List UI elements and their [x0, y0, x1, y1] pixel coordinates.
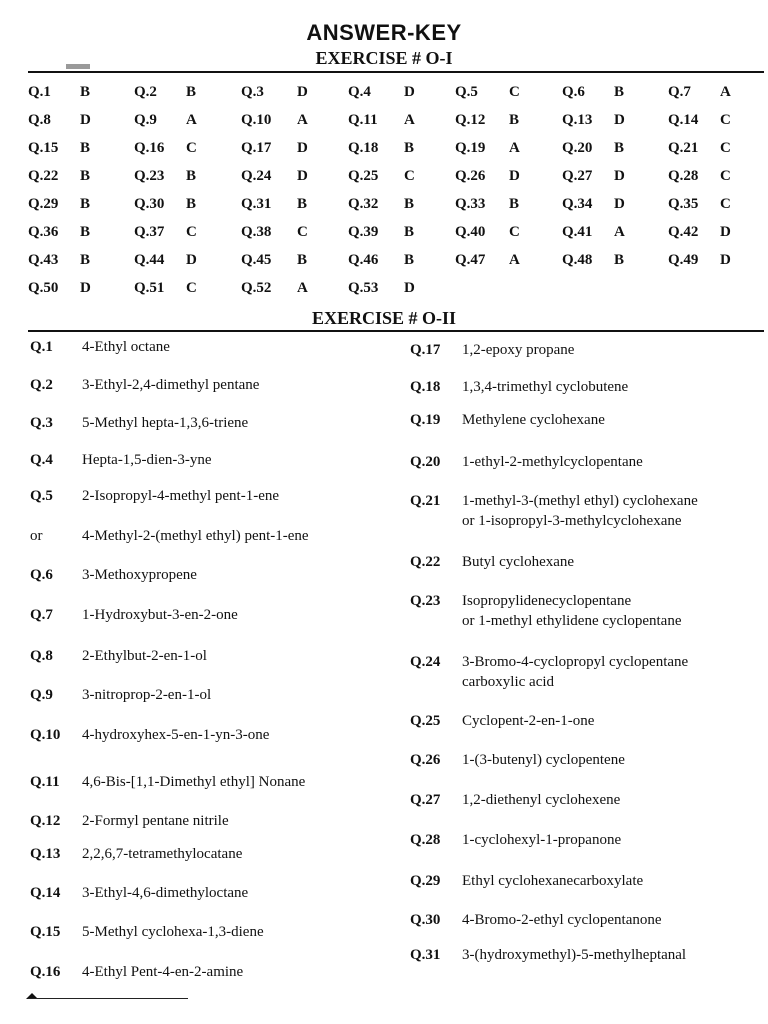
answer-row: [28, 140, 764, 168]
answer-line: 3-Methoxypropene: [82, 567, 197, 583]
answer-text: [82, 605, 238, 625]
question-number: Q.46: [348, 252, 379, 268]
question-number: Q.42: [668, 224, 699, 240]
answer-cell: [28, 196, 90, 213]
answer-letter: C: [720, 168, 731, 184]
answer-letter: C: [404, 168, 415, 184]
answer-line: Butyl cyclohexane: [462, 554, 575, 570]
answer-cell: [455, 140, 520, 157]
answer-letter: B: [404, 252, 415, 268]
question-number: Q.38: [241, 224, 272, 240]
question-number: Q.26: [410, 752, 441, 768]
question-number: Q.8: [30, 648, 53, 664]
answer-cell: [668, 84, 731, 101]
answer-row: [28, 252, 764, 280]
question-number: Q.28: [410, 832, 441, 848]
question-number: Q.30: [134, 196, 165, 212]
answer-line: or 1-isopropyl-3-methylcyclohexane: [462, 513, 682, 529]
answer-letter: B: [80, 140, 91, 156]
answer-row: [28, 280, 764, 308]
answer-text: [82, 883, 248, 903]
question-number: Q.23: [410, 593, 441, 609]
answer-line: 4-Methyl-2-(methyl ethyl) pent-1-ene: [82, 528, 309, 544]
question-number: Q.7: [668, 84, 691, 100]
answer-text: [462, 910, 662, 930]
answer-line: 1,2-epoxy propane: [462, 342, 575, 358]
answer-cell: [134, 196, 196, 213]
answer-cell: [348, 140, 414, 157]
answer-letter: A: [297, 280, 308, 296]
answer-letter: B: [186, 84, 197, 100]
question-number: Q.5: [30, 488, 53, 504]
answer-text: [462, 711, 594, 731]
answer-letter: C: [509, 224, 520, 240]
answer-row: [28, 224, 764, 252]
question-number: Q.51: [134, 280, 165, 296]
question-number: Q.41: [562, 224, 593, 240]
answer-cell: [241, 112, 308, 129]
answer-cell: [241, 168, 308, 185]
answer-letter: B: [80, 196, 91, 212]
answer-text: [462, 830, 621, 850]
answer-line: 4-Ethyl Pent-4-en-2-amine: [82, 964, 244, 980]
answer-cell: [241, 84, 308, 101]
question-number: Q.52: [241, 280, 272, 296]
answer-text: [462, 790, 620, 810]
question-number: Q.21: [410, 493, 441, 509]
answer-text: [462, 591, 682, 631]
question-number: Q.10: [30, 727, 61, 743]
answer-text: [462, 340, 574, 360]
question-number: Q.8: [28, 112, 51, 128]
question-number: Q.1: [28, 84, 51, 100]
answer-cell: [134, 140, 197, 157]
answer-text: [462, 652, 688, 692]
question-number: Q.23: [134, 168, 165, 184]
question-number: Q.15: [30, 924, 61, 940]
answer-cell: [134, 252, 197, 269]
answer-line: 3-nitroprop-2-en-1-ol: [82, 687, 212, 703]
answer-line: Ethyl cyclohexanecarboxylate: [462, 873, 644, 889]
answer-cell: [28, 140, 90, 157]
question-number: Q.44: [134, 252, 165, 268]
answer-cell: [668, 224, 731, 241]
question-number: Q.48: [562, 252, 593, 268]
answer-letter: B: [509, 196, 520, 212]
question-number: Q.32: [348, 196, 379, 212]
answer-letter: D: [297, 140, 308, 156]
question-number: Q.43: [28, 252, 59, 268]
answer-cell: [668, 168, 731, 185]
answer-cell: [562, 140, 624, 157]
question-number: Q.47: [455, 252, 486, 268]
answer-letter: C: [720, 140, 731, 156]
question-number: Q.11: [348, 112, 378, 128]
answer-text: [82, 486, 279, 506]
answer-letter: D: [614, 168, 625, 184]
answer-cell: [562, 168, 625, 185]
answer-cell: [668, 140, 731, 157]
question-number: Q.17: [241, 140, 272, 156]
answer-letter: A: [720, 84, 731, 100]
answer-text: [462, 377, 628, 397]
question-number: Q.50: [28, 280, 59, 296]
answer-text: [82, 725, 269, 745]
answer-letter: B: [297, 252, 308, 268]
answer-letter: A: [297, 112, 308, 128]
answer-line: or 1-methyl ethylidene cyclopentane: [462, 613, 682, 629]
answer-letter: B: [186, 168, 197, 184]
answer-letter: B: [614, 252, 625, 268]
question-number: Q.24: [241, 168, 272, 184]
answer-letter: D: [509, 168, 520, 184]
answer-letter: C: [720, 196, 731, 212]
question-number: Q.33: [455, 196, 486, 212]
question-number: Q.12: [30, 813, 61, 829]
question-number: Q.28: [668, 168, 699, 184]
answer-cell: [348, 168, 415, 185]
answer-letter: D: [404, 280, 415, 296]
question-number: Q.5: [455, 84, 478, 100]
answer-cell: [668, 112, 731, 129]
question-number: Q.49: [668, 252, 699, 268]
question-number: Q.15: [28, 140, 59, 156]
answer-line: 3-Ethyl-4,6-dimethyloctane: [82, 885, 249, 901]
question-number: Q.29: [28, 196, 59, 212]
question-number: Q.10: [241, 112, 272, 128]
answer-cell: [28, 168, 90, 185]
answer-text: [462, 552, 574, 572]
answer-cell: [455, 196, 519, 213]
question-number: Q.31: [410, 947, 441, 963]
answer-cell: [348, 112, 415, 129]
answer-letter: C: [509, 84, 520, 100]
answer-cell: [348, 84, 415, 101]
answer-letter: B: [404, 196, 415, 212]
answer-text: [462, 410, 605, 430]
answer-cell: [28, 252, 90, 269]
answer-cell: [668, 196, 731, 213]
answer-letter: C: [186, 140, 197, 156]
answer-letter: A: [186, 112, 197, 128]
answer-cell: [28, 112, 91, 129]
answer-line: 1,2-diethenyl cyclohexene: [462, 792, 621, 808]
answer-cell: [348, 196, 414, 213]
answer-row: [28, 112, 764, 140]
answer-cell: [562, 196, 625, 213]
question-number: Q.6: [30, 567, 53, 583]
question-number: Q.9: [134, 112, 157, 128]
answer-cell: [134, 168, 196, 185]
question-number: Q.17: [410, 342, 441, 358]
question-number: Q.16: [30, 964, 61, 980]
question-number: Q.3: [30, 415, 53, 431]
answer-cell: [134, 224, 197, 241]
question-number: Q.27: [410, 792, 441, 808]
question-number: Q.22: [410, 554, 441, 570]
answer-line: carboxylic acid: [462, 674, 555, 690]
answer-line: Methylene cyclohexane: [462, 412, 605, 428]
answer-cell: [241, 196, 307, 213]
answer-line: 1,3,4-trimethyl cyclobutene: [462, 379, 629, 395]
question-number: Q.13: [562, 112, 593, 128]
question-number: Q.18: [410, 379, 441, 395]
answer-letter: D: [80, 280, 91, 296]
answer-text: [82, 450, 212, 470]
answer-cell: [455, 224, 520, 241]
answer-letter: A: [509, 252, 520, 268]
answer-line: 1-methyl-3-(methyl ethyl) cyclohexane: [462, 493, 698, 509]
answer-cell: [241, 140, 308, 157]
answer-text: [82, 565, 197, 585]
answer-text: [82, 337, 170, 357]
question-number: Q.3: [241, 84, 264, 100]
answer-cell: [562, 84, 624, 101]
answer-text: [82, 375, 259, 395]
question-number: Q.2: [30, 377, 53, 393]
answer-cell: [134, 112, 197, 129]
answer-letter: B: [614, 84, 625, 100]
question-number: Q.2: [134, 84, 157, 100]
question-number: Q.22: [28, 168, 59, 184]
question-number: Q.36: [28, 224, 59, 240]
answer-letter: D: [614, 196, 625, 212]
answer-letter: B: [186, 196, 197, 212]
answer-text: [82, 811, 229, 831]
answer-text: [462, 750, 625, 770]
question-number: Q.19: [410, 412, 441, 428]
scan-mark: [66, 64, 90, 69]
answer-text: [82, 413, 248, 433]
answer-cell: [455, 112, 519, 129]
answer-line: Isopropylidenecyclopentane: [462, 593, 632, 609]
answer-text: [82, 772, 305, 792]
answer-cell: [562, 252, 624, 269]
answer-cell: [134, 280, 197, 297]
answer-letter: B: [80, 252, 91, 268]
answer-letter: B: [614, 140, 625, 156]
answer-letter: C: [186, 280, 197, 296]
answer-cell: [28, 280, 91, 297]
answer-letter: D: [297, 168, 308, 184]
question-number: Q.16: [134, 140, 165, 156]
answer-line: 4,6-Bis-[1,1-Dimethyl ethyl] Nonane: [82, 774, 306, 790]
exercise-o1-heading: EXERCISE # O-I: [315, 48, 453, 68]
answer-text: [462, 871, 643, 891]
question-number: or: [30, 528, 43, 544]
question-number: Q.31: [241, 196, 272, 212]
page-title: ANSWER-KEY: [306, 20, 462, 45]
question-number: Q.6: [562, 84, 585, 100]
question-number: Q.27: [562, 168, 593, 184]
question-number: Q.11: [30, 774, 60, 790]
answer-cell: [455, 84, 520, 101]
footer-rule: [28, 998, 188, 999]
answer-letter: D: [297, 84, 308, 100]
answer-letter: A: [614, 224, 625, 240]
answer-line: 1-(3-butenyl) cyclopentene: [462, 752, 625, 768]
answer-line: 2-Ethylbut-2-en-1-ol: [82, 648, 207, 664]
question-number: Q.13: [30, 846, 61, 862]
answer-letter: B: [509, 112, 520, 128]
answer-letter: B: [80, 168, 91, 184]
question-number: Q.37: [134, 224, 165, 240]
answer-letter: B: [297, 196, 308, 212]
answer-cell: [668, 252, 731, 269]
answer-text: [82, 526, 309, 546]
answer-letter: C: [186, 224, 197, 240]
answer-text: [462, 491, 698, 531]
answer-letter: D: [80, 112, 91, 128]
answer-text: [82, 922, 264, 942]
answer-text: [82, 844, 242, 864]
question-number: Q.18: [348, 140, 379, 156]
question-number: Q.1: [30, 339, 53, 355]
answer-line: 4-Ethyl octane: [82, 339, 170, 355]
answer-line: 4-Bromo-2-ethyl cyclopentanone: [462, 912, 662, 928]
answer-text: [82, 646, 207, 666]
question-number: Q.14: [30, 885, 61, 901]
question-number: Q.4: [30, 452, 53, 468]
answer-line: 1-Hydroxybut-3-en-2-one: [82, 607, 238, 623]
answer-letter: C: [720, 112, 731, 128]
answer-line: 4-hydroxyhex-5-en-1-yn-3-one: [82, 727, 270, 743]
question-number: Q.45: [241, 252, 272, 268]
answer-letter: B: [404, 140, 415, 156]
answer-line: Cyclopent-2-en-1-one: [462, 713, 595, 729]
answer-line: 5-Methyl hepta-1,3,6-triene: [82, 415, 249, 431]
question-number: Q.40: [455, 224, 486, 240]
question-number: Q.34: [562, 196, 593, 212]
answer-letter: D: [404, 84, 415, 100]
question-number: Q.20: [410, 454, 441, 470]
answer-letter: B: [404, 224, 415, 240]
answer-cell: [562, 112, 625, 129]
question-number: Q.12: [455, 112, 486, 128]
answer-row: [28, 196, 764, 224]
answer-cell: [455, 252, 520, 269]
answer-cell: [455, 168, 520, 185]
answer-cell: [241, 252, 307, 269]
answer-line: 2-Formyl pentane nitrile: [82, 813, 229, 829]
answer-cell: [28, 224, 90, 241]
answer-letter: D: [186, 252, 197, 268]
answer-cell: [348, 224, 414, 241]
question-number: Q.4: [348, 84, 371, 100]
answer-letter: A: [404, 112, 415, 128]
answer-row: [28, 168, 764, 196]
question-number: Q.39: [348, 224, 379, 240]
answer-letter: D: [614, 112, 625, 128]
answer-letter: B: [80, 84, 91, 100]
question-number: Q.19: [455, 140, 486, 156]
answer-text: [82, 962, 243, 982]
answer-text: [462, 945, 686, 965]
answer-cell: [241, 224, 308, 241]
answer-line: 5-Methyl cyclohexa-1,3-diene: [82, 924, 264, 940]
divider-rule: [28, 330, 764, 332]
question-number: Q.14: [668, 112, 699, 128]
answer-letter: C: [297, 224, 308, 240]
exercise-o1-answer-grid: [28, 84, 764, 308]
answer-letter: A: [509, 140, 520, 156]
question-number: Q.25: [348, 168, 379, 184]
answer-line: 3-Bromo-4-cyclopropyl cyclopentane: [462, 654, 689, 670]
question-number: Q.7: [30, 607, 53, 623]
answer-line: 3-Ethyl-2,4-dimethyl pentane: [82, 377, 260, 393]
question-number: Q.9: [30, 687, 53, 703]
answer-line: 1-ethyl-2-methylcyclopentane: [462, 454, 643, 470]
answer-cell: [348, 252, 414, 269]
answer-line: 3-(hydroxymethyl)-5-methylheptanal: [462, 947, 687, 963]
answer-letter: D: [720, 252, 731, 268]
question-number: Q.20: [562, 140, 593, 156]
answer-letter: D: [720, 224, 731, 240]
question-number: Q.35: [668, 196, 699, 212]
answer-text: [82, 685, 211, 705]
answer-line: 2-Isopropyl-4-methyl pent-1-ene: [82, 488, 280, 504]
question-number: Q.21: [668, 140, 699, 156]
answer-text: [462, 452, 643, 472]
answer-cell: [241, 280, 308, 297]
answer-row: [28, 84, 764, 112]
divider-rule: [28, 71, 764, 73]
question-number: Q.24: [410, 654, 441, 670]
question-number: Q.30: [410, 912, 441, 928]
question-number: Q.25: [410, 713, 441, 729]
answer-line: 2,2,6,7-tetramethylocatane: [82, 846, 243, 862]
question-number: Q.29: [410, 873, 441, 889]
answer-line: Hepta-1,5-dien-3-yne: [82, 452, 212, 468]
question-number: Q.26: [455, 168, 486, 184]
answer-cell: [134, 84, 196, 101]
answer-cell: [348, 280, 415, 297]
answer-letter: B: [80, 224, 91, 240]
answer-line: 1-cyclohexyl-1-propanone: [462, 832, 622, 848]
answer-cell: [28, 84, 90, 101]
answer-cell: [562, 224, 625, 241]
question-number: Q.53: [348, 280, 379, 296]
exercise-o2-heading: EXERCISE # O-II: [311, 308, 457, 328]
